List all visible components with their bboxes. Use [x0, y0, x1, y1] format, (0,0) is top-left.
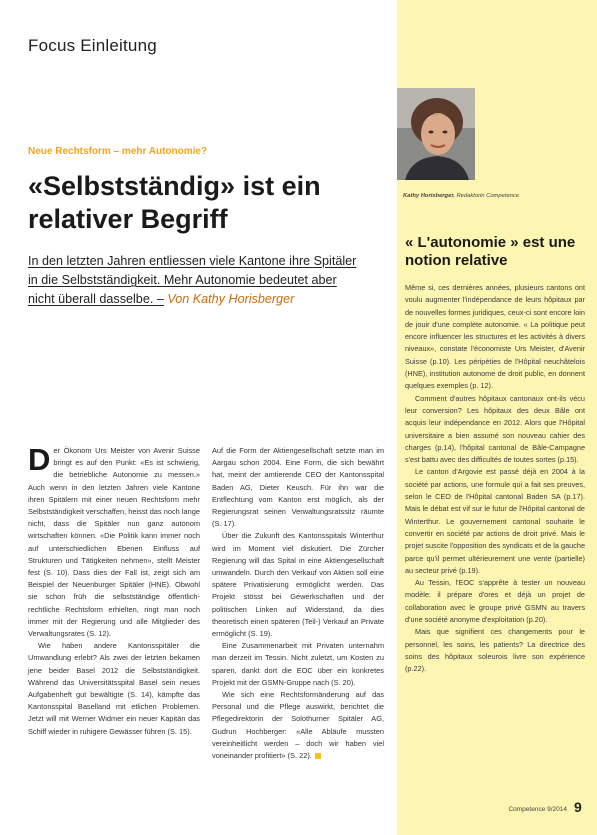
paragraph-text: er Ökonom Urs Meister von Avenir Suisse bringt es auf den Punkt: «Es ist schwierig, die betriebliche Autonomie zu messen.» Auch wenn in den letzten Jahren viele Kantone ihren Spitälern mit einer neuen Rechtsform mehr Selbstständigkeit verschaffen, heisst das noch lange nicht, dass die Spitäler nun ganz autonom wirtschaften können. «Die Politik kann immer noch auf unterschiedlichen Ebenen Einfluss auf Strukturen und Tätigkeiten nehmen», stellt Meister fest (S. 10). Dass dies der Fall ist, zeigt sich am Beispiel der Neuenburger Spitäler (HNE). Obwohl sie schon früh die selbstständige öffentlich-rechtliche Rechtsform erhielten, ringt man noch immer mit der Regierung und alle Mitglieder des Verwaltungsrates (S. 12). [28, 446, 200, 639]
lead-line-2: in die Selbstständigkeit. Mehr Autonomie bedeutet aber [28, 273, 337, 287]
paragraph: Mais que signifient ces changements pour le personnel, les soins, les patients? La directrice des soins des hôpitaux soleurois livre son expérience (p.22). [405, 627, 585, 674]
caption-name: Kathy Horisberger, [403, 193, 455, 199]
end-mark-icon [315, 753, 321, 759]
paragraph-text: Wie sich eine Rechtsformänderung auf das Personal und die Pflege auswirkt, berichtet die Pflegedirektorin der Solothurner Spitäler AG, Gudrun Hochberger: «Alle Abläufe mussten vereinheitlicht werden – doch wir haben viel voneinander profitiert» (S. 22). [212, 690, 384, 761]
paragraph: Comment d'autres hôpitaux cantonaux ont-ils vécu leur conversion? Les hôpitaux des deux Bâle ont acquis leur indépendance en 2012. Alors que l'Hôpital universitaire a bien assumé son nouveau cahier des charges (p.14), l'hôpital cantonal de Bâle-Campagne s'est battu avec des difficultés de toutes sortes (p.15). [405, 393, 585, 465]
sidebar-body [405, 282, 585, 676]
paragraph: Même si, ces dernières années, plusieurs cantons ont voulu augmenter l'indépendance de leurs hôpitaux par de nouvelles formes juridiques, ceux-ci sont encore loin de jouir d'une complète autonomie. « La politique peut encore influencer les structures et les activités à divers niveaux», constate l'économiste Urs Meister, d'Avenir Suisse (p.10). Les péripéties de l'Hôpital neuchâtelois (HNE), institution autonome de droit public, en donnent quelques exemples (p. 12). [405, 283, 585, 391]
paragraph: Auf die Form der Aktiengesellschaft setzte man im Aargau schon 2004. Eine Form, die sich bewährt hat, meint der amtierende CEO der Kantonsspital Baden AG, Dieter Keusch. Für ihn war die Entflechtung vom Kanton erst möglich, als der Regierungsrat seinen Verwaltungsratssitz räumte (S. 17). [212, 446, 384, 529]
caption-role: Redaktorin Competence [456, 193, 520, 199]
paragraph: Eine Zusammenarbeit mit Privaten unternahm man derzeit im Tessin. Nicht zuletzt, um Kosten zu sparen, dankt dort die EOC über ein konkretes Projekt mit der GSMN-Gruppe nach (S. 20). [212, 641, 384, 687]
article-headline: «Selbstständig» ist ein relativer Begriff [28, 171, 321, 234]
paragraph: Wie haben andere Kantonsspitäler die Umwandlung erlebt? Als zwei der letzten bekamen jene beider Basel 2012 die Selbstständigkeit. Während das Universitätsspital Basel sein neues Aufgabenheft gut bewältigte (S. 14), kämpfte das Kantonsspital Baselland mit etlichen Problemen. Jetzt will mit Werner Widmer ein neuer Kapitän das Schiff wieder in ruhigere Gewässer führen (S. 15). [28, 641, 200, 736]
sidebar-headline: « L'autonomie » est une notion relative [405, 234, 576, 269]
author-byline: Von Kathy Horisberger [167, 292, 295, 306]
body-column-2 [212, 445, 384, 762]
author-photo [397, 88, 475, 180]
paragraph [212, 689, 384, 762]
magazine-issue: Competence 9/2014 [508, 806, 567, 813]
paragraph: Au Tessin, l'EOC s'apprête à tester un nouveau modèle: il prépare d'ores et déjà un projet de collaboration avec le groupe privé GSMN au travers d'une société anonyme d'exploitation (p.20). [405, 578, 585, 625]
body-column-1 [28, 442, 200, 738]
paragraph: Über die Zukunft des Kantonsspitals Winterthur wird im Moment viel diskutiert. Die Zürcher Regierung will das Spital in eine Aktiengesellschaft umwandeln. Durch den Verkauf von Aktien soll eine spätere Privatisierung ermöglicht werden. Das Projekt stösst bei Gewerkschaften und der politischen Linken auf Widerstand, da dies theoretisch einen späteren (Teil-) Verkauf an Private ermöglicht (S. 19). [212, 531, 384, 639]
article-kicker: Neue Rechtsform – mehr Autonomie? [28, 146, 208, 157]
article-lead [28, 252, 390, 309]
drop-cap: D [28, 442, 51, 477]
lead-line-3: nicht überall dasselbe. – [28, 292, 164, 306]
paragraph: Le canton d'Argovie est passé déjà en 2004 à la société par actions, une formule qui a fait ses preuves, selon le CEO de l'Hôpital cantonal Baden SA (p.17). Mais le débat est vif sur le futur de l'Hôpital cantonal de Winterthur. Le gouvernement cantonal souhaite le convertir en société par actions de droit privé. Mais le projet suscite l'opposition des syndicats et de la gauche parce qu'il permet ultérieurement une vente (partielle) au secteur privé (p.19). [405, 467, 585, 575]
lead-line-1: In den letzten Jahren entliessen viele Kantone ihre Spitäler [28, 254, 357, 268]
portrait-illustration [397, 88, 475, 180]
paragraph [28, 442, 200, 640]
section-title: Focus Einleitung [28, 36, 157, 55]
photo-caption [403, 193, 593, 199]
page-number: 9 [574, 799, 582, 815]
